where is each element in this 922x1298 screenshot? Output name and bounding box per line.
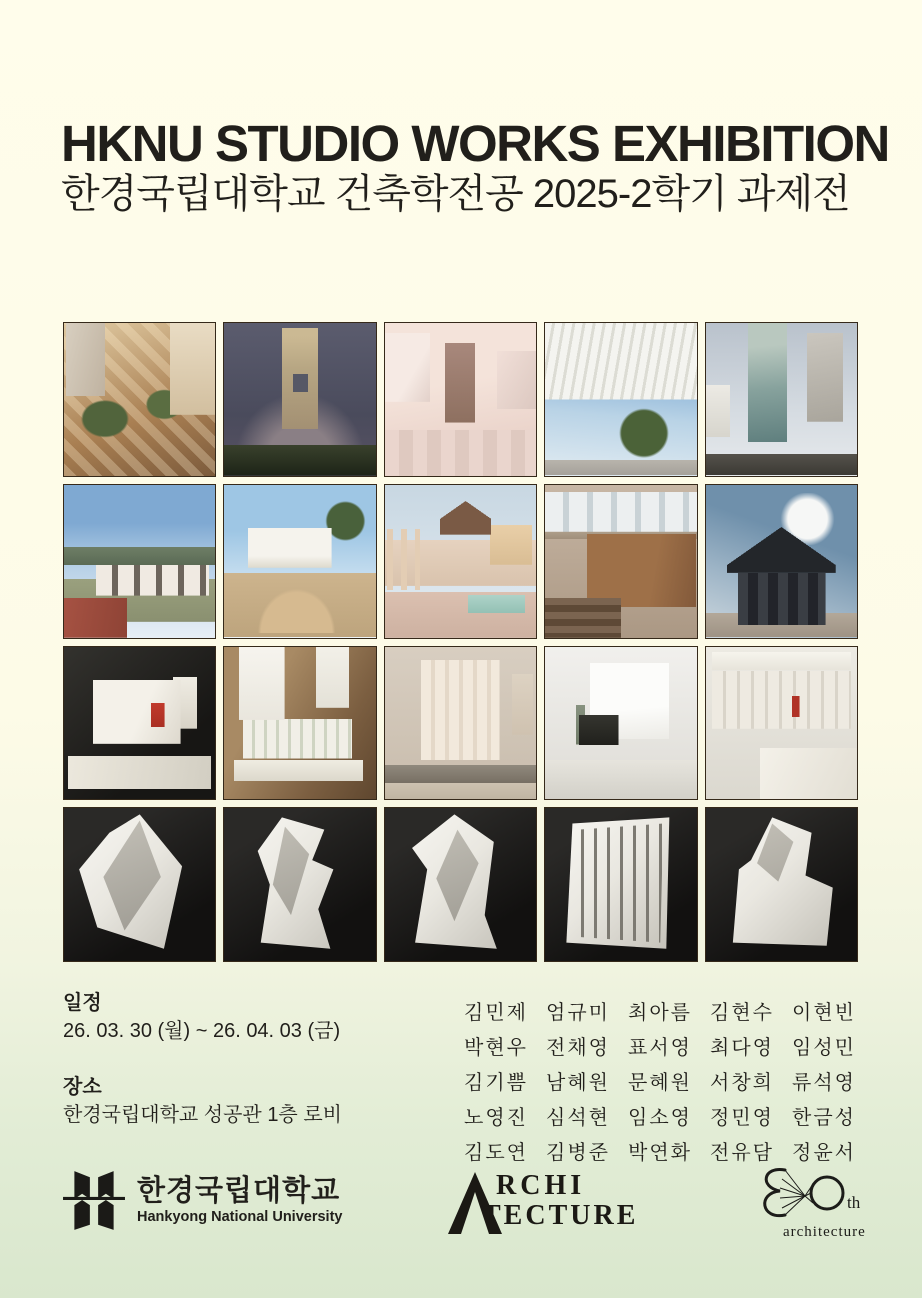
participant-name: 최아름	[628, 1002, 692, 1024]
poster-title-english: HKNU STUDIO WORKS EXHIBITION	[61, 115, 889, 172]
gallery-image-r4-c5	[705, 807, 858, 962]
30th-logo-graphic	[745, 1160, 880, 1250]
participant-name: 이현빈	[792, 1002, 856, 1024]
participant-name: 김현수	[710, 1002, 774, 1024]
gallery-image-r2-c1	[63, 484, 216, 639]
gallery-image-r4-c3	[384, 807, 537, 962]
participant-name: 김민제	[464, 1002, 528, 1024]
participant-name: 심석현	[546, 1107, 610, 1129]
participant-name-list	[464, 996, 874, 1165]
gallery-image-r2-c5	[705, 484, 858, 639]
participant-name: 표서영	[628, 1037, 692, 1059]
gallery-image-r3-c5	[705, 646, 858, 801]
gallery-image-r1-c4	[544, 322, 697, 477]
gallery-image-r4-c4	[544, 807, 697, 962]
participant-name: 정윤서	[792, 1142, 856, 1164]
architecture-society-logo	[448, 1170, 639, 1234]
participant-name: 문혜원	[628, 1072, 692, 1094]
participant-name: 엄규미	[546, 1002, 610, 1024]
participant-name: 임소영	[628, 1107, 692, 1129]
venue-value: 한경국립대학교 성공관 1층 로비	[63, 1104, 342, 1126]
participant-name: 최다영	[710, 1037, 774, 1059]
hknu-logo-english-name: Hankyong National University	[137, 1208, 343, 1225]
gallery-image-r2-c4	[544, 484, 697, 639]
30th-logo-suffix: th	[847, 1193, 861, 1212]
participant-name: 노영진	[464, 1107, 528, 1129]
participant-name: 전유담	[710, 1142, 774, 1164]
participant-name: 한금성	[792, 1107, 856, 1129]
gallery-image-r1-c2	[223, 322, 376, 477]
project-image-grid	[63, 322, 858, 962]
venue-label: 장소	[63, 1076, 102, 1098]
gallery-image-r3-c4	[544, 646, 697, 801]
gallery-image-r3-c3	[384, 646, 537, 801]
schedule-value: 26. 03. 30 (월) ~ 26. 04. 03 (금)	[63, 1020, 341, 1042]
30th-logo-caption: architecture	[783, 1224, 866, 1240]
participant-name: 김기쁨	[464, 1072, 528, 1094]
hknu-logo-korean-name: 한경국립대학교	[137, 1175, 341, 1208]
participant-name: 남혜원	[546, 1072, 610, 1094]
participant-name: 박연화	[628, 1142, 692, 1164]
gallery-image-r3-c2	[223, 646, 376, 801]
gallery-image-r2-c2	[223, 484, 376, 639]
30th-anniversary-logo	[745, 1160, 880, 1255]
participant-name: 전채영	[546, 1037, 610, 1059]
schedule-label: 일정	[63, 992, 102, 1014]
gallery-image-r4-c1	[63, 807, 216, 962]
gallery-image-r4-c2	[223, 807, 376, 962]
poster-title-korean: 한경국립대학교 건축학전공 2025-2학기 과제전	[61, 172, 850, 216]
gallery-image-r1-c1	[63, 322, 216, 477]
architecture-logo-line1: RCHI	[496, 1170, 586, 1201]
architecture-logo-line2: TECTURE	[482, 1200, 639, 1231]
participant-name: 김병준	[546, 1142, 610, 1164]
participant-name: 임성민	[792, 1037, 856, 1059]
hknu-logo-h-mark	[63, 1168, 125, 1232]
gallery-image-r3-c1	[63, 646, 216, 801]
participant-name: 김도연	[464, 1142, 528, 1164]
gallery-image-r2-c3	[384, 484, 537, 639]
hknu-university-logo	[63, 1168, 342, 1232]
gallery-image-r1-c3	[384, 322, 537, 477]
participant-name: 서창희	[710, 1072, 774, 1094]
participant-name: 류석영	[792, 1072, 856, 1094]
participant-name: 박현우	[464, 1037, 528, 1059]
event-info	[63, 990, 342, 1128]
gallery-image-r1-c5	[705, 322, 858, 477]
participant-name: 정민영	[710, 1107, 774, 1129]
